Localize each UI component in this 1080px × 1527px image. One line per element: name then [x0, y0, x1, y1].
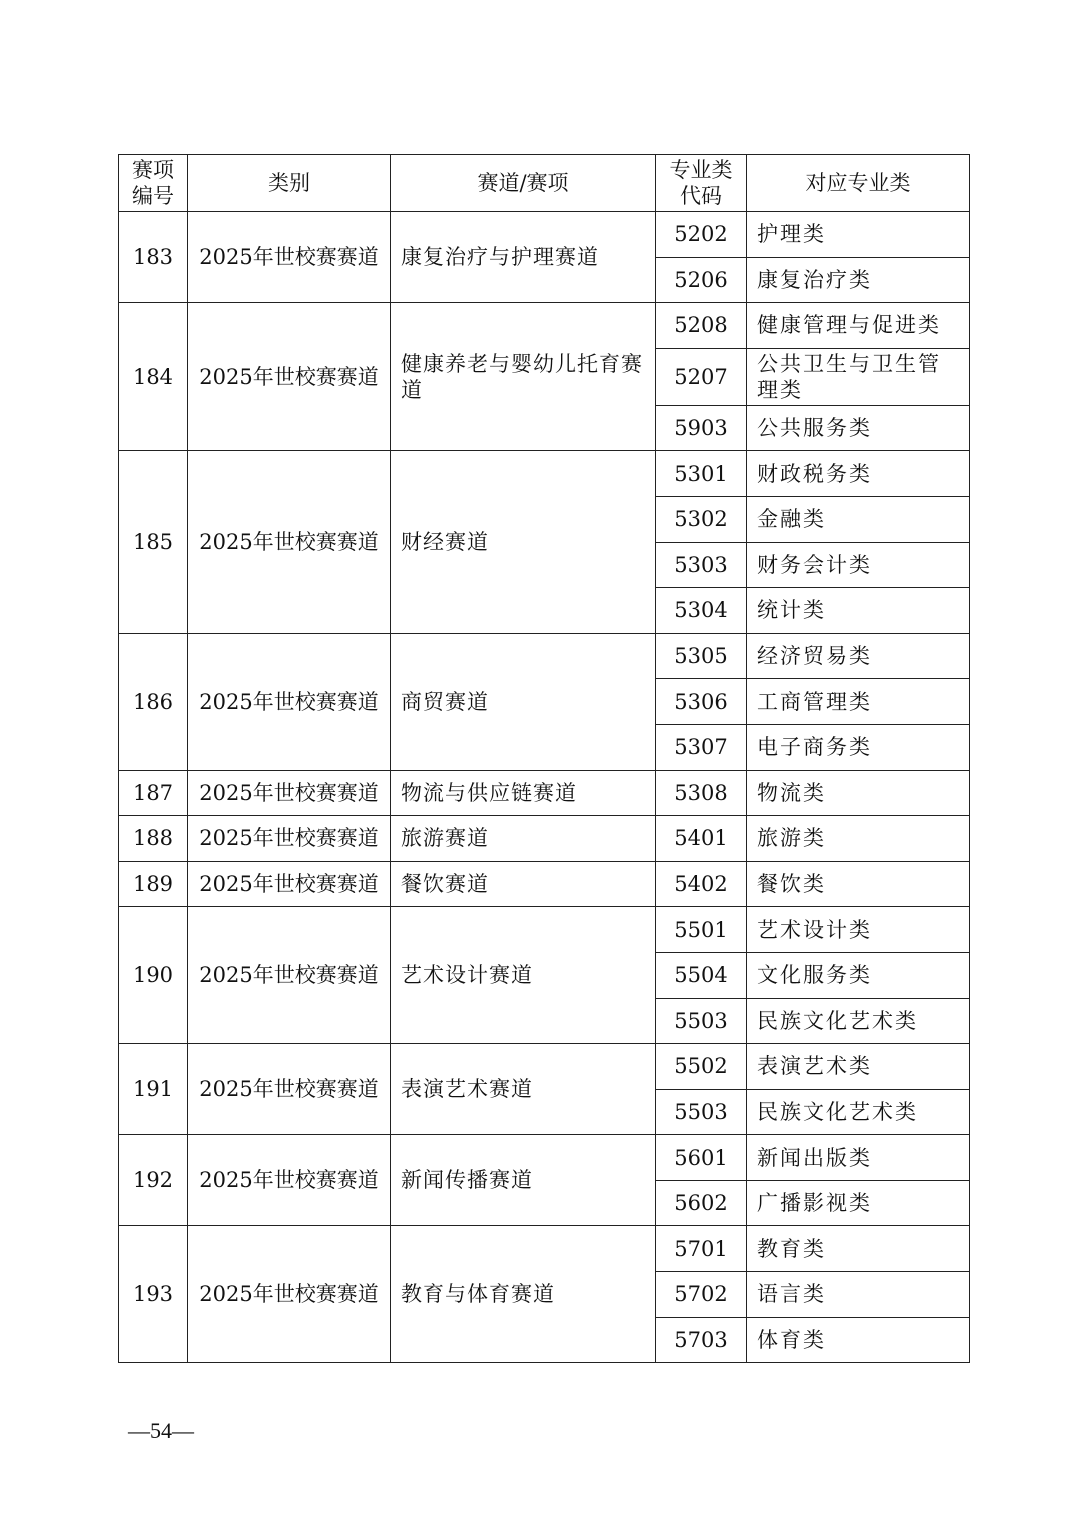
cell-track: 健康养老与婴幼儿托育赛道 [391, 303, 656, 451]
cell-code: 5305 [656, 633, 747, 679]
cell-major: 财政税务类 [747, 451, 970, 497]
table-row [119, 861, 970, 907]
cell-code: 5401 [656, 816, 747, 862]
cell-code: 5601 [656, 1135, 747, 1181]
cell-major: 金融类 [747, 496, 970, 542]
header-track: 赛道/赛项 [391, 155, 656, 212]
cell-code: 5503 [656, 1089, 747, 1135]
cell-code: 5308 [656, 770, 747, 816]
cell-track: 财经赛道 [391, 451, 656, 633]
cell-major: 物流类 [747, 770, 970, 816]
cell-code: 5306 [656, 679, 747, 725]
table-body [119, 212, 970, 1363]
cell-track: 物流与供应链赛道 [391, 770, 656, 816]
cell-id: 189 [119, 861, 188, 907]
cell-track: 餐饮赛道 [391, 861, 656, 907]
cell-id: 184 [119, 303, 188, 451]
cell-id: 192 [119, 1135, 188, 1226]
cell-major: 艺术设计类 [747, 907, 970, 953]
cell-id: 183 [119, 212, 188, 303]
cell-category: 2025年世校赛赛道 [188, 303, 391, 451]
cell-track: 表演艺术赛道 [391, 1044, 656, 1135]
cell-code: 5208 [656, 303, 747, 349]
cell-track: 教育与体育赛道 [391, 1226, 656, 1363]
cell-track: 艺术设计赛道 [391, 907, 656, 1044]
table-row [119, 1135, 970, 1181]
cell-id: 187 [119, 770, 188, 816]
page-number: —54— [128, 1418, 194, 1443]
table-header-row [119, 155, 970, 212]
cell-category: 2025年世校赛赛道 [188, 770, 391, 816]
header-code: 专业类代码 [656, 155, 747, 212]
cell-major: 公共卫生与卫生管理类 [747, 348, 970, 405]
cell-category: 2025年世校赛赛道 [188, 633, 391, 770]
cell-major: 餐饮类 [747, 861, 970, 907]
header-category: 类别 [188, 155, 391, 212]
table-row [119, 907, 970, 953]
cell-code: 5602 [656, 1180, 747, 1226]
cell-code: 5402 [656, 861, 747, 907]
cell-code: 5502 [656, 1044, 747, 1090]
cell-category: 2025年世校赛赛道 [188, 1226, 391, 1363]
cell-major: 经济贸易类 [747, 633, 970, 679]
cell-code: 5207 [656, 348, 747, 405]
cell-id: 190 [119, 907, 188, 1044]
cell-major: 康复治疗类 [747, 257, 970, 303]
cell-code: 5301 [656, 451, 747, 497]
table-row [119, 451, 970, 497]
cell-category: 2025年世校赛赛道 [188, 212, 391, 303]
table-row [119, 816, 970, 862]
cell-major: 统计类 [747, 588, 970, 634]
cell-id: 185 [119, 451, 188, 633]
cell-category: 2025年世校赛赛道 [188, 861, 391, 907]
cell-major: 语言类 [747, 1272, 970, 1318]
cell-major: 教育类 [747, 1226, 970, 1272]
table-row [119, 212, 970, 258]
cell-major: 新闻出版类 [747, 1135, 970, 1181]
cell-code: 5302 [656, 496, 747, 542]
cell-code: 5504 [656, 952, 747, 998]
cell-major: 公共服务类 [747, 405, 970, 451]
cell-major: 文化服务类 [747, 952, 970, 998]
table-row [119, 770, 970, 816]
cell-track: 旅游赛道 [391, 816, 656, 862]
cell-id: 186 [119, 633, 188, 770]
cell-major: 旅游类 [747, 816, 970, 862]
cell-track: 商贸赛道 [391, 633, 656, 770]
cell-category: 2025年世校赛赛道 [188, 451, 391, 633]
table-row [119, 303, 970, 349]
cell-major: 电子商务类 [747, 724, 970, 770]
cell-major: 财务会计类 [747, 542, 970, 588]
cell-track: 康复治疗与护理赛道 [391, 212, 656, 303]
table-row [119, 633, 970, 679]
cell-category: 2025年世校赛赛道 [188, 816, 391, 862]
cell-category: 2025年世校赛赛道 [188, 1044, 391, 1135]
cell-major: 健康管理与促进类 [747, 303, 970, 349]
header-id: 赛项编号 [119, 155, 188, 212]
cell-id: 191 [119, 1044, 188, 1135]
cell-major: 表演艺术类 [747, 1044, 970, 1090]
table-row [119, 1044, 970, 1090]
cell-major: 广播影视类 [747, 1180, 970, 1226]
cell-code: 5304 [656, 588, 747, 634]
cell-code: 5703 [656, 1317, 747, 1363]
cell-code: 5503 [656, 998, 747, 1044]
cell-id: 193 [119, 1226, 188, 1363]
cell-category: 2025年世校赛赛道 [188, 907, 391, 1044]
cell-category: 2025年世校赛赛道 [188, 1135, 391, 1226]
cell-track: 新闻传播赛道 [391, 1135, 656, 1226]
cell-code: 5202 [656, 212, 747, 258]
cell-code: 5307 [656, 724, 747, 770]
header-major: 对应专业类 [747, 155, 970, 212]
cell-major: 民族文化艺术类 [747, 998, 970, 1044]
cell-major: 体育类 [747, 1317, 970, 1363]
cell-id: 188 [119, 816, 188, 862]
cell-code: 5501 [656, 907, 747, 953]
cell-major: 护理类 [747, 212, 970, 258]
cell-code: 5702 [656, 1272, 747, 1318]
cell-code: 5903 [656, 405, 747, 451]
cell-code: 5206 [656, 257, 747, 303]
cell-code: 5303 [656, 542, 747, 588]
table-row [119, 1226, 970, 1272]
cell-major: 工商管理类 [747, 679, 970, 725]
cell-code: 5701 [656, 1226, 747, 1272]
competition-table [118, 154, 970, 1363]
cell-major: 民族文化艺术类 [747, 1089, 970, 1135]
